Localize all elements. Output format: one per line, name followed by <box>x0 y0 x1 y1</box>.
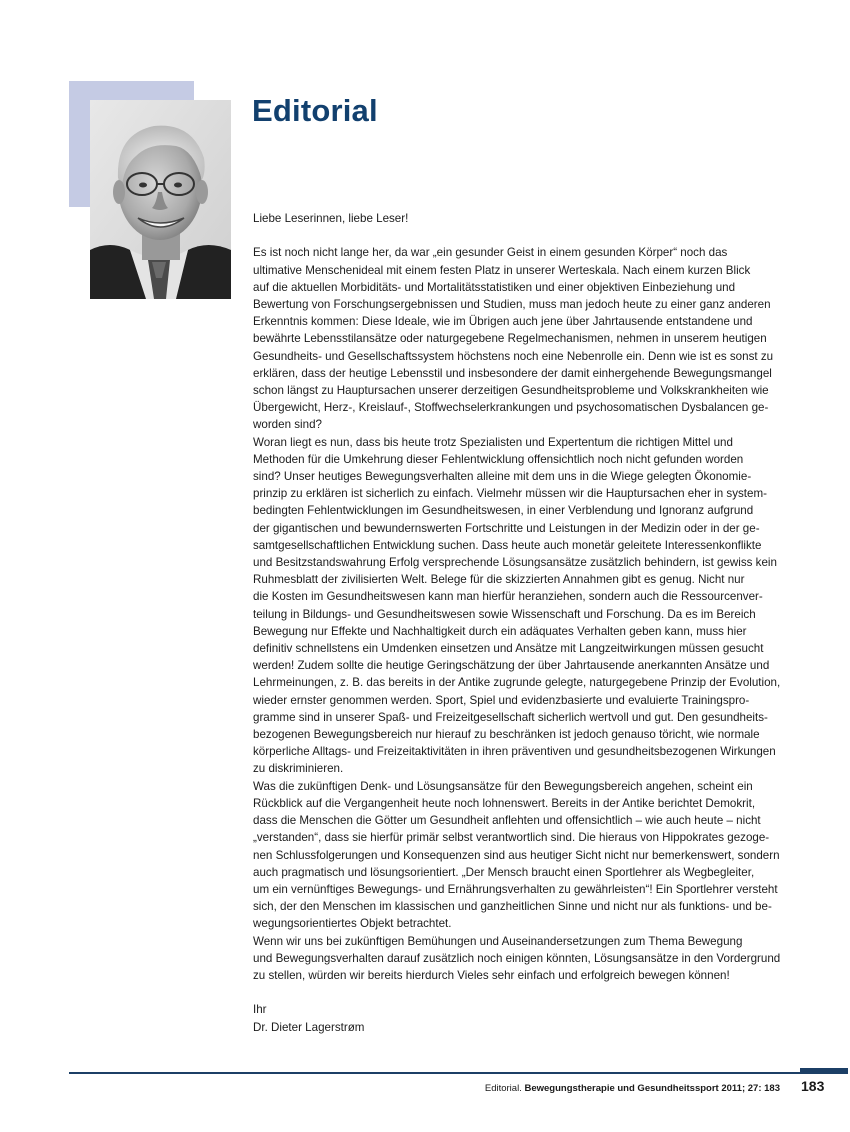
text-line: wegungsorientiertes Objekt betrachtet. <box>253 917 452 931</box>
paragraph <box>253 778 788 933</box>
text-line: sind? Unser heutiges Bewegungsverhalten alleine mit dem uns in die Wiege gelegten Ökonomie- <box>253 470 752 484</box>
text-line: die Kosten im Gesundheitswesen kann man hierfür heranziehen, sondern auch die Ressourcenver- <box>253 590 763 604</box>
footer-tab-accent <box>800 1068 848 1074</box>
text-line: bezogenen Bewegungsbereich nur hierauf zu beschränken ist jedoch genauso töricht, wie normale <box>253 728 760 742</box>
text-line: zu stellen, würden wir bereits hierdurch Vieles sehr einfach und erfolgreich bewegen können! <box>253 968 730 982</box>
text-line: bewährte Lebensstilansätze oder naturgegebene Regelmechanismen, nehmen in unserem heutigen <box>253 332 767 346</box>
text-line: auch pragmatisch und lösungsorientiert. „Der Mensch braucht einen Sportlehrer als Wegbegleiter, <box>253 865 755 879</box>
page-number: 183 <box>801 1078 825 1094</box>
text-line: Woran liegt es nun, dass bis heute trotz Spezialisten und Expertentum die richtigen Mittel und <box>253 435 733 449</box>
text-line: und Besitzstandswahrung Erfolg versprechende Lösungsansätze zusätzlich behindern, ist gewiss kein <box>253 556 777 570</box>
footer-section: Editorial. <box>484 1083 522 1094</box>
author-photo-block <box>69 81 231 299</box>
footer-rule <box>69 1072 848 1074</box>
text-line: Methoden für die Umkehrung dieser Fehlentwicklung offensichtlich noch nicht gefunden worden <box>253 452 744 466</box>
page-title: Editorial <box>252 93 378 128</box>
text-line: zu diskriminieren. <box>253 762 344 776</box>
text-line: um ein vernünftiges Bewegungs- und Ernährungsverhalten zu gewährleisten“! Ein Sportlehrer versteht <box>253 882 778 896</box>
text-line: schon längst zu Hauptursachen unserer derzeitigen Gesundheitsprobleme und Volkskrankheiten wie <box>253 384 769 398</box>
text-line: Lehrmeinungen, z. B. das bereits in der Antike zugrunde gelegte, naturgegebene Prinzip der Evolution, <box>253 676 781 690</box>
text-line: dass die Menschen die Götter um Gesundheit anflehten und offensichtlich – wie auch heute – nicht <box>253 814 761 828</box>
footer-journal: Bewegungstherapie und Gesundheitssport 2011; 27: 183 <box>524 1083 780 1094</box>
text-line: Erkenntnis kommen: Diese Ideale, wie im Übrigen auch jene über Jahrtausende entstandene und <box>253 315 753 329</box>
text-line: Bewegung nur Effekte und Nachhaltigkeit durch ein adäquates Verhalten geben kann, muss hier <box>253 624 747 638</box>
closing: Ihr <box>253 1003 267 1017</box>
text-line: körperliche Alltags- und Freizeitaktivitäten in ihren präventiven und gesundheitsbezogenen Wirkungen <box>253 745 776 759</box>
paragraph <box>253 933 788 985</box>
author-portrait <box>90 100 231 299</box>
text-line: auf die aktuellen Morbiditäts- und Mortalitätsstatistiken und einer objektiven Einbeziehung und <box>253 280 736 294</box>
text-line: Gesundheits- und Gesellschaftssystem höchstens noch eine Nebenrolle ein. Denn wie ist es sonst zu <box>253 349 774 363</box>
text-line: „verstanden“, dass sie hierfür primär selbst verantwortlich sind. Die hieraus von Hippokrates gezoge- <box>253 831 770 845</box>
text-line: prinzip zu erklären ist sicherlich zu einfach. Vielmehr müssen wir die Hauptursachen eher in system- <box>253 487 767 501</box>
text-line: Ruhmesblatt der zivilisierten Welt. Belege für die skizzierten Annahmen gibt es genug. Nicht nur <box>253 573 745 587</box>
text-line: samtgesellschaftlichen Entwicklung suchen. Dass heute auch monetär geleitete Interessenkonflikte <box>253 538 762 552</box>
text-line: wieder ernster genommen werden. Sport, Spiel und evidenzbasierte und evaluierte Trainingspro- <box>253 693 750 707</box>
greeting: Liebe Leserinnen, liebe Leser! <box>253 212 409 225</box>
text-line: bedingten Fehlentwicklungen im Gesundheitswesen, in einer Verblendung und Ignoranz aufgrund <box>253 504 754 518</box>
editorial-body <box>253 210 788 1036</box>
text-line: worden sind? <box>253 418 322 432</box>
text-line: Wenn wir uns bei zukünftigen Bemühungen und Auseinandersetzungen zum Thema Bewegung <box>253 934 743 948</box>
text-line: und Bewegungsverhalten darauf zusätzlich noch einigen könnten, Lösungsansätze in den Vordergrund <box>253 951 781 965</box>
text-line: Übergewicht, Herz-, Kreislauf-, Stoffwechselerkrankungen und psychosomatischen Dysbalancen ge- <box>253 401 769 415</box>
paragraph <box>253 244 788 433</box>
text-line: Rückblick auf die Vergangenheit heute noch lohnenswert. Bereits in der Antike berichtet Demokrit, <box>253 796 756 810</box>
paragraph <box>253 434 788 778</box>
text-line: sich, der den Menschen im klassischen und ganzheitlichen Sinne und nicht nur als funktions- und be- <box>253 900 772 914</box>
text-line: Was die zukünftigen Denk- und Lösungsansätze für den Bewegungsbereich angehen, scheint ein <box>253 779 753 793</box>
text-line: Es ist noch nicht lange her, da war „ein gesunder Geist in einem gesunden Körper“ noch das <box>253 246 728 260</box>
author-signature: Dr. Dieter Lagerstrøm <box>253 1020 365 1034</box>
text-line: nen Schlussfolgerungen und Konsequenzen sind aus heutiger Sicht nicht nur bemerkenswert, sondern <box>253 848 780 862</box>
text-line: werden! Zudem sollte die heutige Geringschätzung der über Jahrtausende anerkannten Ansätze und <box>253 659 770 673</box>
footer-citation <box>485 1083 780 1094</box>
text-line: gramme sind in unserer Spaß- und Freizeitgesellschaft sicherlich wertvoll und gut. Den gesundheits- <box>253 710 768 724</box>
text-line: der gigantischen und bewundernswerten Fortschritte und Leistungen in der Medizin oder in der ge- <box>253 521 760 535</box>
text-line: definitiv schnellstens ein Umdenken einsetzen und Ansätze mit Langzeitwirkungen müssen gesucht <box>253 642 764 656</box>
text-line: erklären, dass der heutige Lebensstil und insbesondere der damit einhergehende Bewegungsmangel <box>253 366 772 380</box>
text-line: Bewertung von Forschungsergebnissen und Studien, muss man jedoch heute zu einer ganz anderen <box>253 298 771 311</box>
text-line: teilung in Bildungs- und Gesundheitswesen sowie Wissenschaft und Forschung. Da es im Bereich <box>253 607 756 621</box>
text-line: ultimative Menschenideal mit einem festen Platz in unserer Werteskala. Nach einem kurzen Blick <box>253 263 751 277</box>
